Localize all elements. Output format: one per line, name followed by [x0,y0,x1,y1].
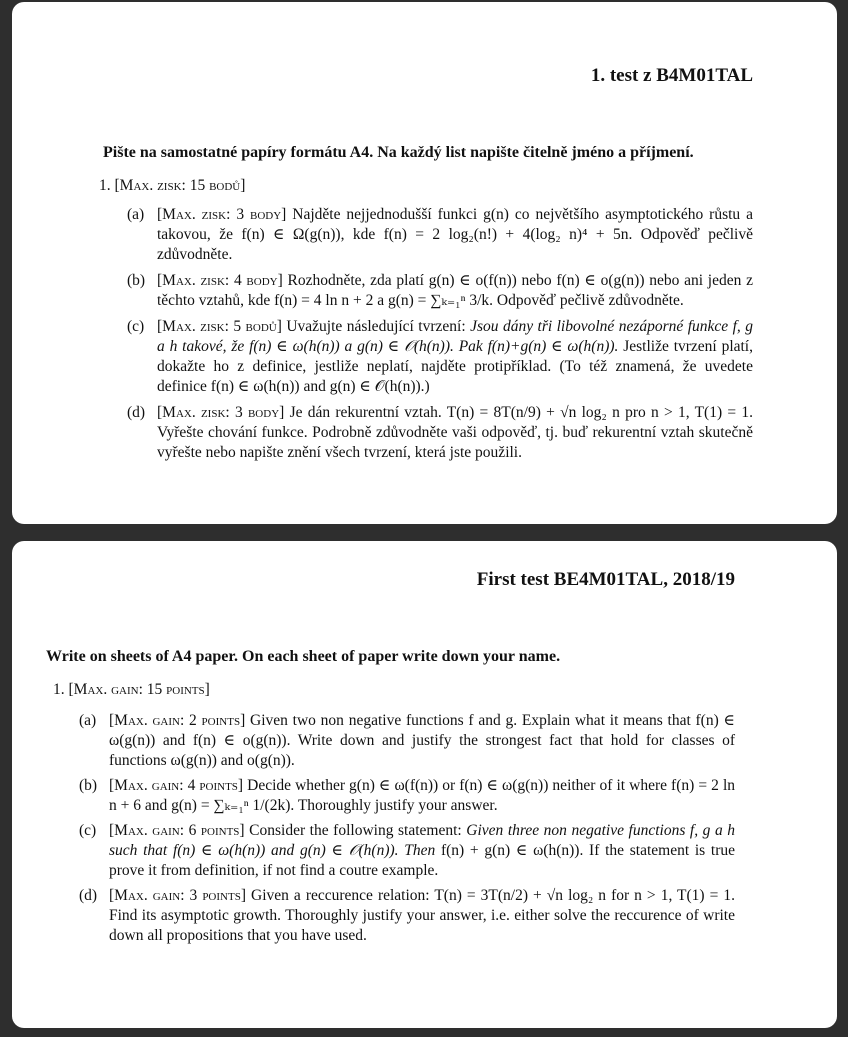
subproblem-text: Decide whether g(n) ∈ ω(f(n)) or f(n) ∈ ω(g(n)) neither of it where f(n) = 2 ln n + 6 and g(n) = ∑ₖ₌₁ⁿ 1/(2k). Thoroughly justify your answer. [109,777,735,814]
subproblem-c [127,317,753,397]
subproblem-label: (d) [79,887,98,904]
subproblem-text-pre: Uvažujte následující tvrzení: [286,318,471,335]
subproblem-text: Given two non negative functions f and g. Explain what it means that f(n) ∈ ω(g(n)) and f(n) ∈ o(g(n)). Write down and justify the strongest fact that hold for classes of functions ω(g(n)) and o(g(n)). [109,712,735,769]
subproblem-label: (c) [79,822,97,839]
subproblem-gain: [Max. zisk: 3 body] [157,404,285,421]
english-exam-sheet [12,541,837,1028]
page-title: First test BE4M01TAL, 2018/19 [476,569,735,590]
subproblem-text: Najděte nejjednodušší funkci g(n) co největšího asymptotického růstu a takovou, že f(n) ∈ Ω(g(n)), kde f(n) = 2 log₂(n!) + 4(log₂ n)⁴ + 5n. Odpověď pečlivě zdůvodněte. [157,206,753,263]
subproblem-gain: [Max. gain: 3 points] [109,887,246,904]
subproblem-text-post: Jestliže tvrzení platí, dokažte ho z definice, jestliže neplatí, najděte protipříklad. (To též znamená, že uvedete definice f(n) ∈ ω(h(n)) and g(n) ∈ 𝒪(h(n)).) [157,338,753,395]
problem-number: 1. [53,681,65,698]
instructions: Write on sheets of A4 paper. On each sheet of paper write down your name. [46,648,561,665]
subproblem-list [79,205,753,463]
subproblem-gain: [Max. gain: 4 points] [109,777,244,794]
subproblem-text-pre: Consider the following statement: [249,822,467,839]
subproblem-b [79,776,735,816]
subproblem-label: (a) [79,712,97,729]
subproblem-gain: [Max. gain: 2 points] [109,712,246,729]
subproblem-text: Given a reccurence relation: T(n) = 3T(n/2) + √n log₂ n for n > 1, T(1) = 1. Find its asymptotic growth. Thoroughly justify your answer, i.e. either solve the reccurence of write down all propositions that you have used. [109,887,736,944]
subproblem-gain: [Max. gain: 6 points] [109,822,245,839]
subproblem-label: (d) [127,404,146,421]
subproblem-list [46,711,735,946]
subproblem-statement: Jsou dány tři libovolné nezáporné funkce f, g a h takové, že f(n) ∈ ω(h(n)) a g(n) ∈ 𝒪(h(n)). Pak f(n)+g(n) ∈ ω(h(n)). [157,318,754,355]
subproblem-a [79,711,735,771]
subproblem-gain: [Max. zisk: 4 body] [157,272,283,289]
page-title: 1. test z B4M01TAL [590,65,753,86]
instructions: Pište na samostatné papíry formátu A4. Na každý list napište čitelně jméno a příjmení. [103,144,694,161]
subproblem-label: (b) [79,777,98,794]
problem-1-header [79,177,753,195]
subproblem-label: (a) [127,206,145,223]
subproblem-statement: Given three non negative functions f, g a h such that f(n) ∈ ω(h(n)) and g(n) ∈ 𝒪(h(n)). Then [109,822,735,859]
subproblem-a [127,205,753,265]
subproblem-gain: [Max. zisk: 5 bodů] [157,318,282,335]
subproblem-text: Rozhodněte, zda platí g(n) ∈ o(f(n)) nebo f(n) ∈ o(g(n)) nebo ani jeden z těchto vztahů, kde f(n) = 4 ln n + 2 a g(n) = ∑ₖ₌₁ⁿ 3/k. Odpověď pečlivě zdůvodněte. [157,272,753,309]
subproblem-c [79,821,735,881]
subproblem-d [79,886,735,946]
problem-gain: [Max. gain: 15 points] [68,681,210,698]
subproblem-text: Je dán rekurentní vztah. T(n) = 8T(n/9) + √n log₂ n pro n > 1, T(1) = 1. Vyřešte chování funkce. Podrobně zdůvodněte vaši odpověď, tj. buď rekurentní vztah skutečně vyřešte nebo napište znění všech tvrzení, která jste použili. [157,404,753,461]
subproblem-text-post: f(n) + g(n) ∈ ω(h(n)). If the statement is true prove it from definition, if not find a coutre example. [109,842,735,879]
subproblem-label: (b) [127,272,146,289]
problem-1-header [46,681,735,699]
czech-exam-sheet [12,2,837,524]
subproblem-label: (c) [127,318,145,335]
subproblem-b [127,271,753,311]
problem-gain: [Max. zisk: 15 bodů] [114,177,246,194]
subproblem-d [127,403,753,463]
problem-number: 1. [99,177,111,194]
subproblem-gain: [Max. zisk: 3 body] [157,206,287,223]
